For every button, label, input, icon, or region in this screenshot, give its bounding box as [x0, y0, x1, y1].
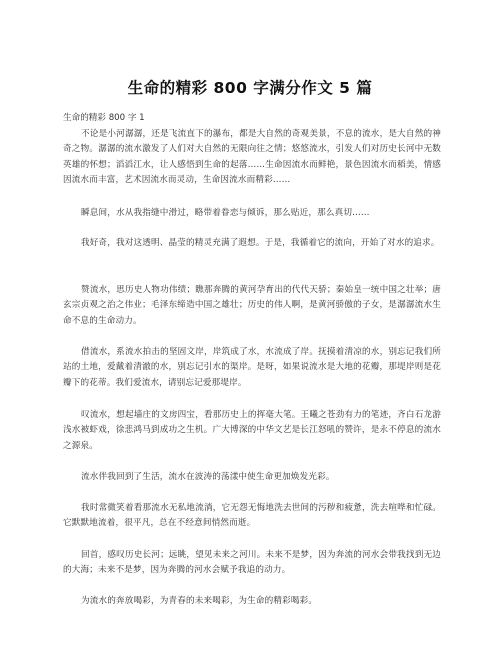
- paragraph-4: 赞流水，思历史人物功伟绩；瞧那奔腾的黄河孕育出的代代天骄；秦始皇一统中国之壮举；唐玄宗贞观之治之伟业；毛泽东缔造中国之雄壮；历史的伟人啊，是黄河骄傲的子女，是潺潺流水生命不息的生命动力。: [63, 285, 441, 326]
- document-subtitle: 生命的精彩 800 字 1: [63, 113, 145, 123]
- paragraph-8: 我时常微笑着看那流水无私地流淌，它无怨无悔地洗去世间的污秽和疲惫，洗去喧哗和忙碌。它默默地流着，很平凡，总在不经意间悄然而逝。: [63, 503, 441, 529]
- paragraph-3: 我好奇，我对这透明、晶莹的精灵充满了遐想。于是，我循着它的流向，开始了对水的追求。: [81, 238, 440, 248]
- document-title: 生命的精彩 800 字满分作文 5 篇: [127, 79, 373, 97]
- paragraph-1: 不论是小河潺潺，还是飞流直下的瀑布，都是大自然的奇观美景，不息的流水，是大自然的神奇之物。潺潺的流水激发了人们对大自然的无限向往之情；悠悠流水，引发人们对历史长河中无数英雄的怀想；滔滔江水，让人感悟到生命的起落……生命因流水而鲜艳，景色因流水而稻美，情感因流水而丰富，艺术因流水而灵动，生命因流水而精彩……: [63, 129, 441, 185]
- paragraph-5: 借流水，系流水拍击的坚固文岸，岸筑成了水，水流成了岸。抚摸着清凉的水，别忘记我们所站的土地，爱戴着清澈的水，别忘记引水的渠岸。是呀，如果说流水是大地的花瓣，那堤岸则是花瓣下的花蒂。我们爱流水，请别忘记爱那堤岸。: [63, 347, 441, 388]
- paragraph-10: 为流水的奔放喝彩，为青春的未来喝彩，为生命的精彩喝彩。: [81, 596, 318, 606]
- paragraph-7: 流水伴我回到了生活，流水在波涛的荡漾中使生命更加焕发光彩。: [81, 472, 335, 482]
- paragraph-2: 瞬息间，水从我指缝中滑过，略带着眷恋与倾诉，那么贴近，那么真切……: [81, 208, 370, 218]
- paragraph-6: 叹流水，想起墙庄的文房四宝，看那历史上的挥毫大笔。王曦之苍劲有力的笔迹，齐白石龙游浅水被虾戏，徐悲鸿马到成功之生机。广大博深的中华文艺是长江怒吼的赞许，是永不停息的流水之源泉。: [63, 410, 441, 451]
- paragraph-9: 回首，感叹历史长河；远眺，望见未来之河川。未来不是梦，因为奔流的河水会带我找到无边的大海；未来不是梦，因为奔腾的河水会赋予我追的动力。: [63, 550, 441, 576]
